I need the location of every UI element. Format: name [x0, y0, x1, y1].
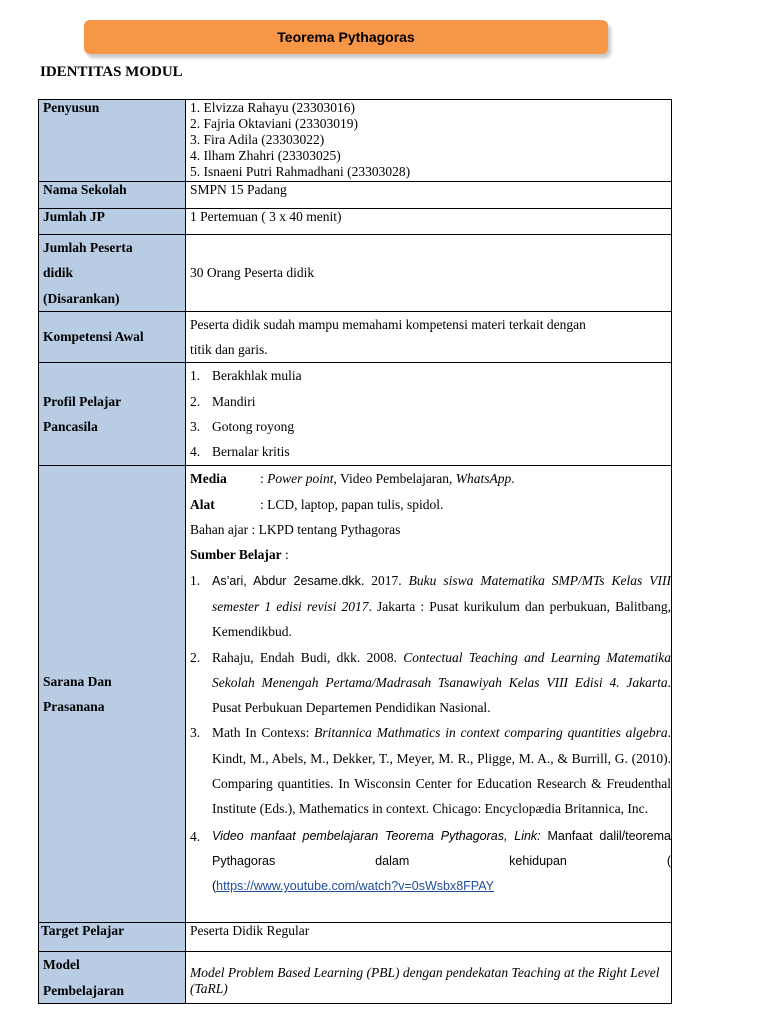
value-target-pelajar: Peserta Didik Regular — [186, 923, 672, 952]
author-item: 5. Isnaeni Putri Rahmadhani (23303028) — [190, 164, 411, 179]
source-text — [212, 645, 671, 721]
row-kompetensi-awal — [39, 311, 672, 363]
alat-text: : LCD, laptop, papan tulis, spidol. — [260, 496, 444, 512]
source-item — [190, 824, 671, 875]
media-text: : — [260, 471, 268, 487]
row-jumlah-jp — [39, 209, 672, 235]
alat-key: Alat — [190, 496, 215, 512]
item-number: 2. — [190, 393, 201, 409]
source-number: 4. — [190, 828, 201, 844]
value-line: titik dan garis. — [190, 342, 268, 358]
value-kompetensi-awal — [186, 311, 672, 363]
module-title: Teorema Pythagoras — [277, 29, 415, 45]
sumber-heading — [190, 542, 671, 567]
value-profil-pelajar — [186, 363, 672, 466]
bahan-line: Bahan ajar : LKPD tentang Pythagoras — [190, 522, 401, 538]
row-model-pembelajaran — [39, 952, 672, 1004]
label-line: (Disarankan) — [43, 290, 120, 306]
source-link[interactable] — [212, 874, 671, 899]
label-line: Pancasila — [43, 419, 98, 435]
row-penyusun — [39, 100, 672, 182]
value-nama-sekolah: SMPN 15 Padang — [186, 182, 672, 209]
source-author: As’ari, Abdur 2esame.dkk — [212, 573, 361, 588]
link-paren: ( — [212, 879, 217, 894]
label-jumlah-peserta — [39, 235, 186, 312]
module-identity-table — [38, 99, 672, 1004]
source-year: . 2017. — [360, 572, 409, 588]
source-desc: Manfaat dalil/teorema Pythagoras dalam kehidupan ( — [212, 828, 671, 868]
media-line — [190, 466, 671, 491]
item-number: 1. — [190, 368, 201, 384]
source-publisher: . Pusat Perbukuan Departemen Pendidikan Nasional. — [212, 674, 671, 716]
header-banner — [84, 20, 608, 54]
author-item: 4. Ilham Zhahri (23303025) — [190, 148, 341, 163]
profil-item — [190, 363, 671, 388]
source-publisher: . Kindt, M., Abels, M., Dekker, T., Meyer, M. R., Pligge, M. A., & Burrill, G. (2010). Comparing quantities. In Wisconsin Center for Education Research & Freudenthal Institute (Eds.), Mathematics in context. Chicago: Encyclopædia Britannica, Inc. — [212, 725, 671, 817]
value-penyusun — [186, 100, 672, 182]
section-title: IDENTITAS MODUL — [40, 64, 183, 80]
row-sarana — [39, 466, 672, 923]
profil-item — [190, 439, 671, 464]
label-target-pelajar: Target Pelajar — [39, 923, 186, 952]
sumber-key: Sumber Belajar — [190, 547, 282, 563]
label-line: Jumlah Peserta — [43, 240, 133, 255]
value-jumlah-jp: 1 Pertemuan ( 3 x 40 menit) — [186, 209, 672, 235]
value-line: Peserta didik sudah mampu memahami kompetensi materi terkait dengan — [190, 316, 586, 332]
profil-item — [190, 414, 671, 439]
row-target-pelajar — [39, 923, 672, 952]
row-jumlah-peserta — [39, 235, 672, 312]
row-nama-sekolah — [39, 182, 672, 209]
media-key: Media — [190, 471, 227, 487]
value-jumlah-peserta: 30 Orang Peserta didik — [186, 235, 672, 312]
source-title: Buku siswa Matematika SMP/MTs Kelas VIII semester 1 edisi revisi 2017 — [212, 572, 671, 614]
label-line: Model — [43, 957, 80, 973]
source-text — [212, 720, 671, 821]
sumber-colon: : — [281, 547, 289, 563]
source-number: 2. — [190, 649, 201, 665]
label-profil-pelajar — [39, 363, 186, 466]
item-text: Gotong royong — [212, 419, 295, 435]
item-text: Bernalar kritis — [212, 444, 290, 460]
youtube-link[interactable]: https://www.youtube.com/watch?v=0sWsbx8FPAY — [216, 879, 494, 894]
label-nama-sekolah: Nama Sekolah — [39, 182, 186, 209]
author-item: 3. Fira Adila (23303022) — [190, 132, 325, 147]
value-sarana — [186, 466, 672, 923]
source-item — [190, 645, 671, 721]
label-jumlah-jp: Jumlah JP — [39, 209, 186, 235]
item-text: Mandiri — [212, 393, 256, 409]
label-line: Prasanana — [43, 699, 105, 715]
source-item — [190, 720, 671, 821]
alat-line — [190, 492, 671, 517]
model-text: Model Problem Based Learning (PBL) dengan pendekatan Teaching at the Right Level (TaRL) — [190, 965, 660, 997]
source-link-line — [190, 874, 671, 899]
label-line: Profil Pelajar — [43, 394, 122, 410]
source-item — [190, 568, 671, 645]
label-line: Pembelajaran — [43, 982, 124, 998]
source-title: Video manfaat pembelajaran Teorema Pythagoras, Link: — [212, 828, 541, 843]
author-item: 1. Elvizza Rahayu (23303016) — [190, 100, 355, 115]
media-text: WhatsApp — [455, 471, 512, 487]
source-publisher: . Jakarta : Pusat kurikulum dan perbukuan, Balitbang, Kemendikbud. — [212, 598, 671, 640]
label-penyusun: Penyusun — [39, 100, 186, 182]
source-author: Rahaju, Endah Budi, dkk. 2008. — [212, 649, 404, 665]
row-profil-pelajar — [39, 363, 672, 466]
media-text: , Video Pembelajaran, — [333, 471, 456, 487]
label-model-pembelajaran — [39, 952, 186, 1004]
label-line: Sarana Dan — [43, 674, 112, 690]
media-text: Power point — [267, 471, 334, 487]
item-number: 3. — [190, 419, 201, 435]
source-author: Math In Contexs: — [212, 725, 315, 741]
label-line: didik — [43, 265, 74, 281]
profil-item — [190, 389, 671, 414]
item-number: 4. — [190, 444, 201, 460]
source-title: Contectual Teaching and Learning Matematika Sekolah Menengah Pertama/Madrasah Tsanawiyah Kelas VIII Edisi 4. Jakarta — [212, 649, 671, 690]
author-item: 2. Fajria Oktaviani (23303019) — [190, 116, 358, 131]
source-number: 1. — [190, 572, 201, 588]
label-kompetensi-awal: Kompetensi Awal — [39, 311, 186, 363]
value-model-pembelajaran — [186, 952, 672, 1004]
item-text: Berakhlak mulia — [212, 368, 302, 384]
source-text — [212, 568, 671, 645]
source-number: 3. — [190, 725, 201, 741]
source-indent — [190, 874, 212, 899]
source-title: Britannica Mathmatics in context comparing quantities algebra — [314, 725, 668, 741]
label-sarana — [39, 466, 186, 923]
media-text: . — [511, 471, 515, 487]
source-text — [212, 824, 671, 875]
